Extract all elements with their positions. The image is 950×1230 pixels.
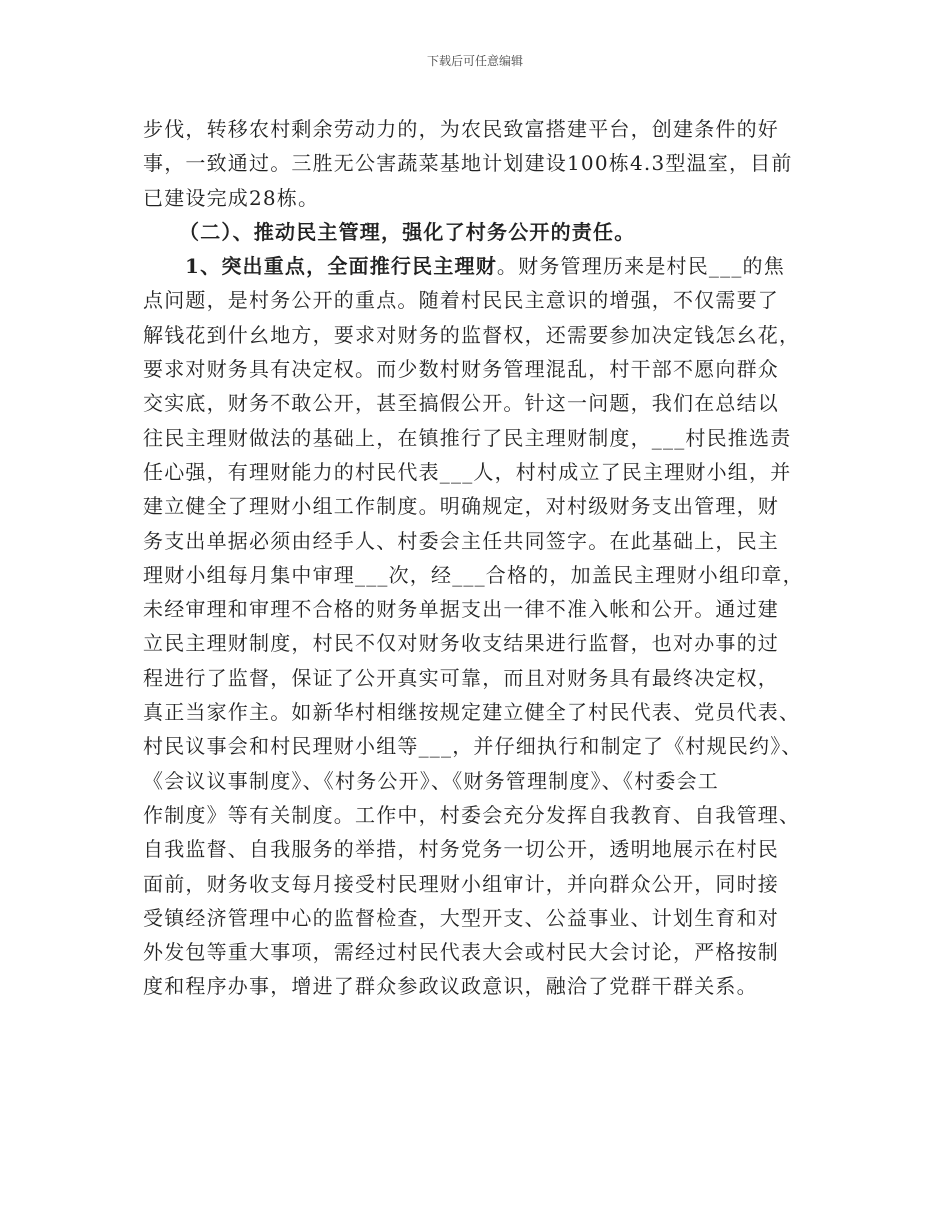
text-line: 真正当家作主。如新华村相继按规定建立健全了村民代表、党员代表、 — [143, 700, 801, 725]
text-line: 点问题，是村务公开的重点。随着村民民主意识的增强，不仅需要了 — [143, 288, 779, 313]
text-line: 任心强，有理财能力的村民代表___人，村村成立了民主理财小组，并 — [143, 459, 792, 484]
text-line: 程进行了监督，保证了公开真实可靠，而且对财务具有最终决定权， — [143, 665, 779, 690]
text-line: 作制度》等有关制度。工作中，村委会充分发挥自我教育、自我管理、 — [143, 802, 801, 827]
text-line: 外发包等重大事项，需经过村民代表大会或村民大会讨论，严格按制 — [143, 940, 779, 965]
text-line: 步伐，转移农村剩余劳动力的，为农民致富搭建平台，创建条件的好 — [143, 117, 779, 141]
text-line: 面前，财务收支每月接受村民理财小组审计，并向群众公开，同时接 — [143, 871, 779, 896]
text-line: 村民议事会和村民理财小组等___，并仔细执行和制定了《村规民约》、 — [143, 734, 803, 759]
text-line: 立民主理财制度，村民不仅对财务收支结果进行监督，也对办事的过 — [143, 631, 779, 656]
paragraph-lead-line — [143, 249, 813, 283]
text-line: 度和程序办事，增进了群众参政议政意识，融洽了党群干群关系。 — [143, 974, 758, 999]
text-line: 《会议议事制度》、《村务公开》、《财务管理制度》、《村委会工 — [143, 768, 719, 793]
text-line: 解钱花到什幺地方，要求对财务的监督权，还需要参加决定钱怎幺花， — [143, 322, 801, 347]
text-line: 交实底，财务不敢公开，甚至搞假公开。针这一问题，我们在总结以 — [143, 391, 779, 416]
paragraph-lead-bold: 1、突出重点，全面推行民主理财 — [185, 254, 497, 279]
text-line: 受镇经济管理中心的监督检查，大型开支、公益事业、计划生育和对 — [143, 905, 779, 930]
text-line: 自我监督、自我服务的举措，村务党务一切公开，透明地展示在村民 — [143, 837, 779, 862]
page-header: 下载后可任意编辑 — [426, 54, 523, 68]
text-line: 未经审理和审理不合格的财务单据支出一律不准入帐和公开。通过建 — [143, 597, 779, 622]
text-line: 务支出单据必须由经手人、村委会主任共同签字。在此基础上，民主 — [143, 528, 779, 553]
section-heading: （二）、推动民主管理，强化了村务公开的责任。 — [179, 219, 636, 244]
text-line: 已建设完成28栋。 — [143, 185, 320, 210]
text-line: 理财小组每月集中审理___次，经___合格的，加盖民主理财小组印章， — [143, 562, 804, 587]
document-body — [143, 112, 813, 1004]
text-line: 事，一致通过。三胜无公害蔬菜基地计划建设100栋4.3型温室，目前 — [143, 151, 793, 176]
text-line: 要求对财务具有决定权。而少数村财务管理混乱，村干部不愿向群众 — [143, 357, 779, 382]
text-line: 建立健全了理财小组工作制度。明确规定，对村级财务支出管理，财 — [143, 494, 779, 519]
text-line: 往民主理财做法的基础上，在镇推行了民主理财制度，___村民推选责 — [143, 425, 792, 450]
paragraph-lead-rest: 。财务管理历来是村民___的焦 — [496, 254, 785, 279]
